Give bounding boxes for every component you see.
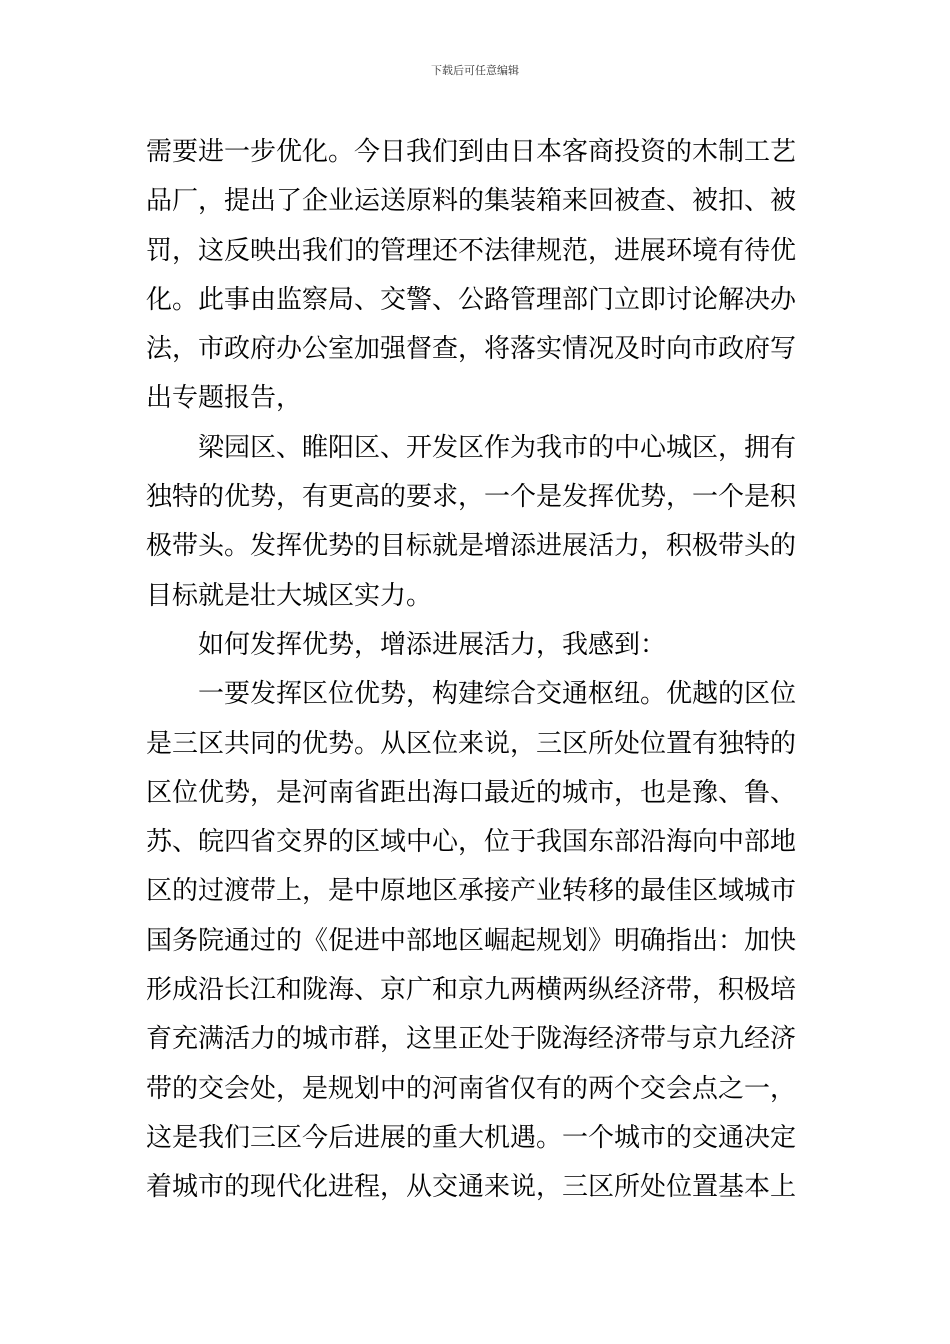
text-line: 法，市政府办公室加强督查，将落实情况及时向市政府写	[146, 334, 797, 365]
body-text	[146, 128, 810, 1213]
text-line: 出专题报告，	[146, 383, 303, 414]
page-header: 下载后可任意编辑	[431, 64, 519, 77]
text-line: 极带头。发挥优势的目标就是增添进展活力，积极带头的	[146, 531, 797, 562]
text-line: 品厂，提出了企业运送原料的集装箱来回被查、被扣、被	[146, 186, 797, 217]
text-line: 罚，这反映出我们的管理还不法律规范，进展环境有待优	[146, 235, 797, 266]
text-line: 形成沿长江和陇海、京广和京九两横两纵经济带，积极培	[146, 975, 797, 1006]
text-line: 区位优势，是河南省距出海口最近的城市，也是豫、鲁、	[146, 777, 797, 808]
text-line: 一要发挥区位优势，构建综合交通枢纽。优越的区位	[198, 679, 797, 710]
text-line: 着城市的现代化进程，从交通来说，三区所处位置基本上	[146, 1172, 797, 1203]
text-line: 如何发挥优势，增添进展活力，我感到：	[198, 629, 667, 660]
text-line: 带的交会处，是规划中的河南省仅有的两个交会点之一，	[146, 1073, 797, 1104]
text-line: 目标就是壮大城区实力。	[146, 580, 433, 611]
text-line: 是三区共同的优势。从区位来说，三区所处位置有独特的	[146, 728, 797, 759]
text-line: 育充满活力的城市群，这里正处于陇海经济带与京九经济	[146, 1024, 797, 1055]
text-line: 化。此事由监察局、交警、公路管理部门立即讨论解决办	[146, 284, 797, 315]
text-line: 国务院通过的《促进中部地区崛起规划》明确指出：加快	[146, 925, 797, 956]
text-line: 这是我们三区今后进展的重大机遇。一个城市的交通决定	[146, 1122, 797, 1153]
text-line: 需要进一步优化。今日我们到由日本客商投资的木制工艺	[146, 137, 797, 167]
text-line: 独特的优势，有更高的要求，一个是发挥优势，一个是积	[146, 482, 797, 513]
text-line: 区的过渡带上，是中原地区承接产业转移的最佳区域城市	[146, 876, 797, 907]
text-line: 苏、皖四省交界的区域中心，位于我国东部沿海向中部地	[146, 827, 797, 858]
text-line: 梁园区、睢阳区、开发区作为我市的中心城区，拥有	[198, 432, 797, 463]
